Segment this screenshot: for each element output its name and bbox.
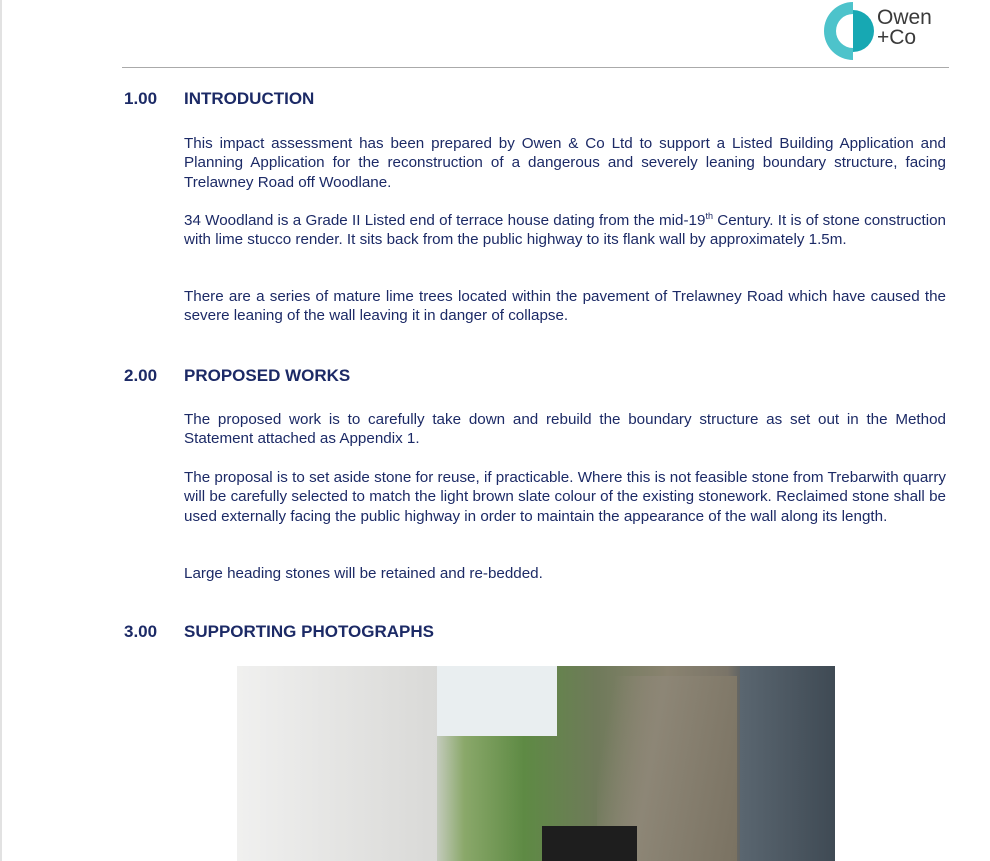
paragraph: The proposal is to set aside stone for reuse, if practicable. Where this is not feasible stone from Trebarwith quarry will be carefully selected to match the light brown slate colour of the existing stonework. Reclaimed stone shall be used externally facing the public highway in order to maintain the appearance of the wall along its length. — [184, 469, 946, 525]
section-title: INTRODUCTION — [184, 89, 315, 108]
photo-bin — [542, 826, 637, 861]
photo-door — [740, 666, 835, 861]
paragraph: Large heading stones will be retained and re-bedded. — [184, 565, 543, 582]
superscript: th — [705, 210, 713, 221]
photo-sky — [437, 666, 557, 736]
logo-line2: +Co — [877, 26, 917, 49]
photo-house-wall — [237, 666, 437, 861]
section-title: PROPOSED WORKS — [184, 366, 351, 385]
paragraph: The proposed work is to carefully take down and rebuild the boundary structure as set out in the Method Statement attached as Appendix 1. — [184, 411, 946, 448]
page-left-border — [0, 0, 2, 861]
logo-line1: Owen — [877, 6, 932, 29]
paragraph — [184, 211, 946, 250]
text: Century. It is of stone construction with lime stucco render. It sits back from the public highway to its flank wall by approximately 1.5m. — [184, 212, 946, 249]
section-number: 3.00 — [124, 622, 158, 641]
logo-text — [877, 8, 932, 48]
section-number: 1.00 — [124, 89, 158, 108]
section-number: 2.00 — [124, 366, 158, 385]
paragraph: This impact assessment has been prepared by Owen & Co Ltd to support a Listed Building Application and Planning Application for the reconstruction of a dangerous and severely leaning boundary structure, facing Trelawney Road off Woodlane. — [184, 135, 946, 191]
section-title: SUPPORTING PHOTOGRAPHS — [184, 622, 434, 641]
boundary-wall-photo — [237, 666, 835, 861]
text: 34 Woodland is a Grade II Listed end of terrace house dating from the mid-19 — [184, 212, 706, 229]
paragraph: There are a series of mature lime trees located within the pavement of Trelawney Road which have caused the severe leaning of the wall leaving it in danger of collapse. — [184, 288, 946, 325]
header-rule — [122, 67, 949, 68]
